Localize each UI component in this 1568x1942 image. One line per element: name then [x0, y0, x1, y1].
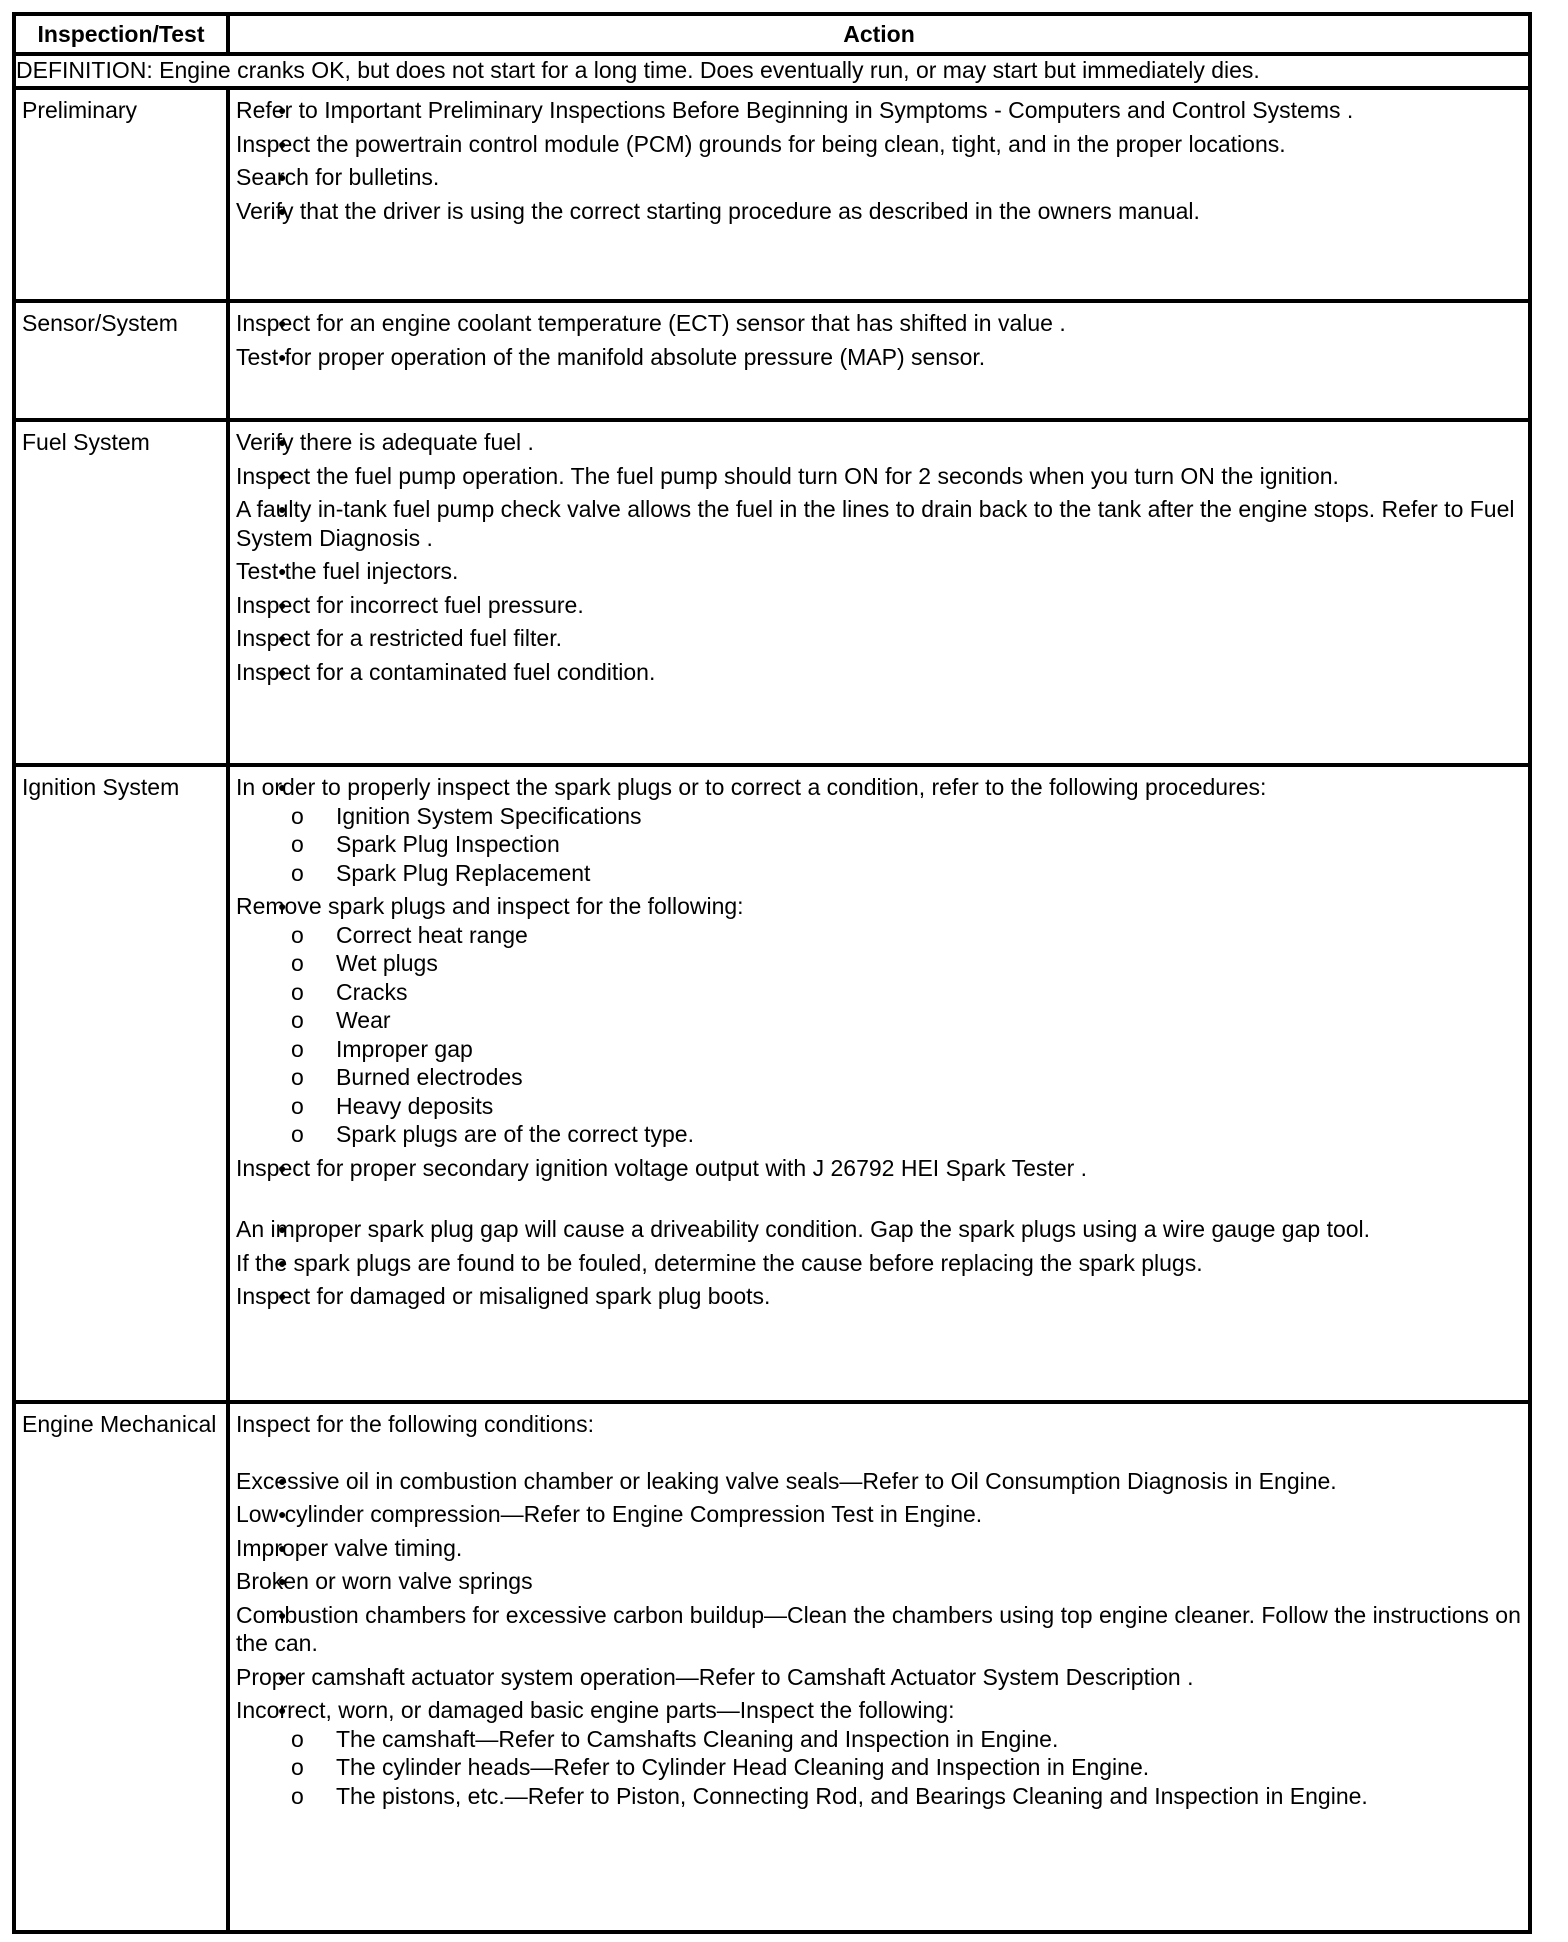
bullet-text: Inspect the powertrain control module (PCM) grounds for being clean, tight, and in the proper locations.	[236, 130, 1286, 157]
sub-item-text: Ignition System Specifications	[336, 802, 642, 829]
header-action: Action	[228, 14, 1530, 54]
bullet-item	[236, 591, 1522, 620]
bullet-list	[236, 773, 1522, 1311]
sub-item	[236, 1035, 1522, 1064]
bullet-text: Inspect for a contaminated fuel condition.	[236, 658, 656, 685]
bullet-item	[236, 163, 1522, 192]
bullet-text: An improper spark plug gap will cause a driveability condition. Gap the spark plugs using a wire gauge gap tool.	[236, 1216, 1371, 1242]
bullet-item	[236, 557, 1522, 586]
sub-item-text: Spark Plug Inspection	[336, 831, 560, 857]
sub-item-text: Heavy deposits	[336, 1092, 494, 1119]
sub-item-text: Wet plugs	[336, 950, 438, 976]
bullet-text: Improper valve timing.	[236, 1534, 463, 1561]
bullet-text: Test the fuel injectors.	[236, 558, 459, 584]
bullet-item	[236, 658, 1522, 687]
bullet-text: Incorrect, worn, or damaged basic engine parts—Inspect the following:	[236, 1697, 955, 1723]
sub-item	[236, 1120, 1522, 1149]
bullet-item	[236, 1467, 1522, 1496]
sub-item-text: Wear	[336, 1007, 391, 1033]
bullet-text: Test for proper operation of the manifold absolute pressure (MAP) sensor.	[236, 343, 986, 370]
section-actions	[228, 88, 1530, 301]
sub-item-text: Spark plugs are of the correct type.	[336, 1121, 694, 1147]
bullet-text: If the spark plugs are found to be fouled, determine the cause before replacing the spark plugs.	[236, 1249, 1203, 1276]
bullet-item	[236, 1282, 1522, 1311]
sub-item	[236, 921, 1522, 950]
bullet-item	[236, 197, 1522, 226]
spacer	[236, 1439, 1522, 1467]
header-row	[14, 14, 1530, 54]
sub-item-text: Improper gap	[336, 1035, 473, 1062]
sub-list	[236, 921, 1522, 1149]
bullet-list	[236, 1467, 1522, 1811]
bullet-item	[236, 773, 1522, 887]
bullet-text: Remove spark plugs and inspect for the following:	[236, 893, 744, 919]
bullet-item	[236, 1500, 1522, 1529]
definition-text: DEFINITION: Engine cranks OK, but does not start for a long time. Does eventually run, or may start but immediately dies.	[14, 54, 1530, 88]
bullet-list	[236, 96, 1522, 225]
bullet-text: In order to properly inspect the spark plugs or to correct a condition, refer to the following procedures:	[236, 774, 1267, 800]
bullet-list	[236, 309, 1522, 371]
bullet-text: Inspect for a restricted fuel filter.	[236, 625, 562, 651]
bullet-item	[236, 1567, 1522, 1596]
section-actions	[228, 420, 1530, 765]
bullet-text: Inspect for damaged or misaligned spark plug boots.	[236, 1283, 771, 1309]
sub-item-text: Correct heat range	[336, 921, 528, 948]
bullet-item	[236, 1249, 1522, 1278]
sub-item	[236, 1092, 1522, 1121]
definition-row	[14, 54, 1530, 88]
bullet-text: Inspect the fuel pump operation. The fuel pump should turn ON for 2 seconds when you turn ON the ignition.	[236, 462, 1339, 489]
bullet-text: Search for bulletins.	[236, 164, 440, 190]
section-label: Sensor/System	[14, 301, 228, 420]
bullet-item	[236, 1154, 1522, 1183]
bullet-item	[236, 96, 1522, 125]
bullet-item	[236, 1696, 1522, 1810]
intro-text: Inspect for the following conditions:	[236, 1411, 594, 1437]
bullet-item	[236, 892, 1522, 1149]
bullet-item	[236, 495, 1522, 552]
spacer	[236, 1187, 1522, 1215]
bullet-text: Low cylinder compression—Refer to Engine Compression Test in Engine.	[236, 1501, 983, 1527]
sub-item	[236, 802, 1522, 831]
section-row	[14, 88, 1530, 301]
sub-item-text: The cylinder heads—Refer to Cylinder Head Cleaning and Inspection in Engine.	[336, 1754, 1150, 1780]
bullet-item	[236, 428, 1522, 457]
sub-item-text: Spark Plug Replacement	[336, 859, 591, 886]
bullet-text: Inspect for an engine coolant temperature (ECT) sensor that has shifted in value .	[236, 310, 1066, 336]
sub-item-text: Cracks	[336, 978, 408, 1005]
sub-item	[236, 830, 1522, 859]
section-label: Fuel System	[14, 420, 228, 765]
sub-list	[236, 1725, 1522, 1811]
sub-list	[236, 802, 1522, 888]
bullet-item	[236, 1663, 1522, 1692]
bullet-item	[236, 343, 1522, 372]
bullet-item	[236, 309, 1522, 338]
sub-item	[236, 1725, 1522, 1754]
section-actions	[228, 1402, 1530, 1932]
bullet-text: Inspect for incorrect fuel pressure.	[236, 591, 584, 618]
bullet-list	[236, 428, 1522, 686]
section-row	[14, 1402, 1530, 1932]
section-actions	[228, 765, 1530, 1402]
bullet-item	[236, 624, 1522, 653]
bullet-text: Inspect for proper secondary ignition voltage output with J 26792 HEI Spark Tester .	[236, 1154, 1088, 1181]
section-row	[14, 301, 1530, 420]
sub-item	[236, 1782, 1522, 1811]
bullet-text: Excessive oil in combustion chamber or leaking valve seals—Refer to Oil Consumption Diagnosis in Engine.	[236, 1467, 1337, 1494]
bullet-item	[236, 1601, 1522, 1658]
bullet-item	[236, 130, 1522, 159]
section-actions	[228, 301, 1530, 420]
section-row	[14, 765, 1530, 1402]
bullet-text: Refer to Important Preliminary Inspections Before Beginning in Symptoms - Computers and Control Systems .	[236, 97, 1354, 123]
sub-item	[236, 1006, 1522, 1035]
bullet-item	[236, 1534, 1522, 1563]
section-row	[14, 420, 1530, 765]
bullet-text: A faulty in-tank fuel pump check valve allows the fuel in the lines to drain back to the tank after the engine stops. Refer to Fuel System Diagnosis .	[236, 496, 1515, 551]
header-inspection-test: Inspection/Test	[14, 14, 228, 54]
sub-item	[236, 1753, 1522, 1782]
bullet-text: Verify there is adequate fuel .	[236, 429, 534, 455]
bullet-item	[236, 1215, 1522, 1244]
bullet-text: Verify that the driver is using the correct starting procedure as described in the owners manual.	[236, 197, 1200, 224]
section-label: Preliminary	[14, 88, 228, 301]
sub-item	[236, 949, 1522, 978]
bullet-text: Proper camshaft actuator system operation—Refer to Camshaft Actuator System Description .	[236, 1663, 1194, 1690]
sub-item	[236, 978, 1522, 1007]
bullet-text: Combustion chambers for excessive carbon buildup—Clean the chambers using top engine cleaner. Follow the instructions on the can.	[236, 1601, 1521, 1656]
bullet-text: Broken or worn valve springs	[236, 1568, 533, 1594]
diagnostic-table	[12, 12, 1532, 1934]
sub-item-text: Burned electrodes	[336, 1064, 523, 1090]
section-label: Engine Mechanical	[14, 1402, 228, 1932]
section-label: Ignition System	[14, 765, 228, 1402]
bullet-item	[236, 462, 1522, 491]
sub-item	[236, 859, 1522, 888]
sub-item	[236, 1063, 1522, 1092]
sub-item-text: The pistons, etc.—Refer to Piston, Connecting Rod, and Bearings Cleaning and Inspection in Engine.	[336, 1782, 1368, 1809]
sub-item-text: The camshaft—Refer to Camshafts Cleaning and Inspection in Engine.	[336, 1725, 1059, 1752]
